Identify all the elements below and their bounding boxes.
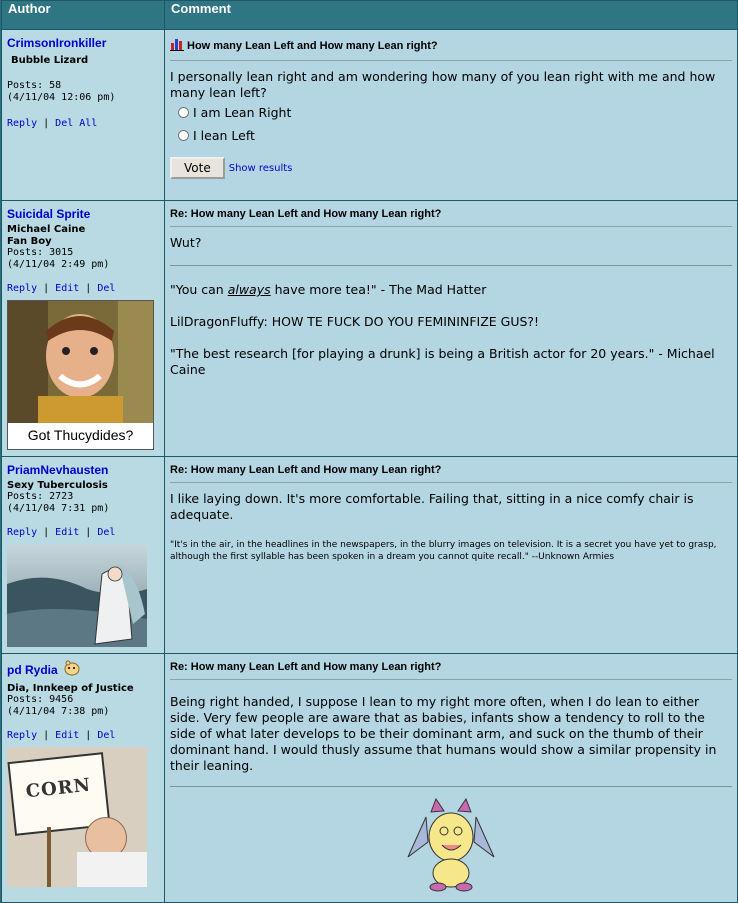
post-date: (4/11/04 7:38 pm) — [7, 706, 110, 717]
post-body: Being right handed, I suppose I lean to my right more often, when I do lean to either side. Very few people are aware that as babies, infants show a tendency to roll to the side of what later develops to be their dominant arm, and suck on the thumb of their dominant hand. I would thusly assume that humans would show a similar propensity in their leaning. — [170, 694, 717, 773]
user-title: Sexy Tuberculosis — [7, 480, 108, 491]
poll-form — [170, 105, 732, 179]
reply-link[interactable]: Reply — [7, 118, 38, 129]
comment-cell — [165, 201, 738, 457]
show-results-link[interactable]: Show results — [228, 162, 293, 174]
subject-text: Re: How many Lean Left and How many Lean right? — [170, 464, 442, 476]
avatar — [7, 544, 159, 647]
username-link[interactable]: Suicidal Sprite — [7, 207, 91, 221]
post-subject — [170, 30, 732, 61]
table-header — [2, 1, 738, 30]
edit-link[interactable]: Edit — [55, 527, 80, 538]
subject-text: Re: How many Lean Left and How many Lean right? — [170, 208, 442, 220]
user-title-2: Fan Boy — [7, 236, 52, 247]
post-subject — [170, 654, 732, 680]
forum-thread-table — [1, 0, 738, 903]
post-subject — [170, 201, 732, 227]
post-actions: Reply | Del All — [7, 118, 98, 129]
reply-link[interactable]: Reply — [7, 730, 38, 741]
user-title: Michael Caine — [7, 224, 86, 235]
post-actions: Reply | Edit | Del — [7, 527, 116, 538]
post-actions: Reply | Edit | Del — [7, 283, 116, 294]
avatar-caption: Got Thucydides? — [27, 427, 134, 443]
signature — [170, 282, 732, 378]
post-date: (4/11/04 7:31 pm) — [7, 503, 110, 514]
subject-text: How many Lean Left and How many Lean right? — [187, 39, 438, 52]
comment-column-header: Comment — [165, 1, 738, 30]
edit-link[interactable]: Edit — [55, 283, 80, 294]
reply-link[interactable]: Reply — [7, 527, 38, 538]
poll-radio[interactable] — [178, 130, 189, 141]
post-count: Posts: 9456 — [7, 694, 74, 705]
author-cell — [2, 457, 165, 654]
reply-link[interactable]: Reply — [7, 283, 38, 294]
poll-radio[interactable] — [178, 107, 189, 118]
sign-board: CORN — [7, 752, 110, 836]
post-row — [2, 457, 738, 654]
post-subject — [170, 457, 732, 483]
post-body: Wut? — [170, 235, 202, 250]
post-row — [2, 201, 738, 457]
signature-quote: "You can always have more tea!" - The Mad Hatter — [170, 282, 487, 297]
username-link[interactable]: CrimsonIronkiller — [7, 36, 107, 50]
poll-option-label: I am Lean Right — [193, 105, 292, 120]
post-date: (4/11/04 2:49 pm) — [7, 259, 110, 270]
hamster-icon — [64, 660, 80, 680]
avatar — [7, 300, 154, 450]
comment-cell — [165, 654, 738, 903]
comment-cell — [165, 457, 738, 654]
username-link[interactable]: PriamNevhausten — [7, 463, 109, 477]
signature-divider — [170, 265, 732, 266]
delete-link[interactable]: Del — [97, 527, 116, 538]
signature-divider — [170, 786, 732, 787]
post-count: Posts: 2723 — [7, 491, 74, 502]
user-title: Dia, Innkeep of Justice — [7, 683, 134, 694]
poll-icon — [170, 37, 184, 54]
subject-text: Re: How many Lean Left and How many Lean right? — [170, 661, 442, 673]
post-body: I personally lean right and am wondering how many of you lean right with me and how many lean left? — [170, 69, 716, 100]
signature: "It's in the air, in the headlines in the newspapers, in the blurry images on television. It is a secret you have yet to grasp, although the first syllable has been spoken in a dream you cannot quite recall." --Unknown Armies — [170, 540, 717, 562]
author-cell — [2, 201, 165, 457]
comment-cell — [165, 30, 738, 201]
vote-button[interactable]: Vote — [170, 157, 225, 179]
username-link[interactable]: pd Rydia — [7, 663, 58, 677]
signature-quote: LilDragonFluffy: HOW TE FUCK DO YOU FEMININFIZE GUS?! — [170, 314, 540, 329]
post-actions: Reply | Edit | Del — [7, 730, 116, 741]
poll-option[interactable] — [178, 105, 732, 120]
poll-option-label: I lean Left — [193, 128, 255, 143]
edit-link[interactable]: Edit — [55, 730, 80, 741]
post-row — [2, 30, 738, 201]
delete-link[interactable]: Del — [97, 730, 116, 741]
poll-option[interactable] — [178, 128, 732, 143]
signature-quote: "The best research [for playing a drunk] is being a British actor for 20 years." - Michael Caine — [170, 346, 715, 377]
delete-link[interactable]: Del — [97, 283, 116, 294]
post-count: Posts: 3015 — [7, 247, 74, 258]
author-column-header: Author — [2, 1, 165, 30]
author-cell — [2, 654, 165, 903]
post-date: (4/11/04 12:06 pm) — [7, 92, 116, 103]
user-title: Bubble Lizard — [11, 55, 89, 66]
avatar — [7, 747, 147, 887]
delete-all-link[interactable]: Del All — [55, 118, 98, 129]
cartoon-creature-icon — [406, 797, 496, 892]
post-row — [2, 654, 738, 903]
author-cell — [2, 30, 165, 201]
signature-image — [170, 797, 732, 896]
post-body: I like laying down. It's more comfortable. Failing that, sitting in a nice comfy chair is adequate. — [170, 491, 694, 522]
post-count: Posts: 58 — [7, 80, 62, 91]
